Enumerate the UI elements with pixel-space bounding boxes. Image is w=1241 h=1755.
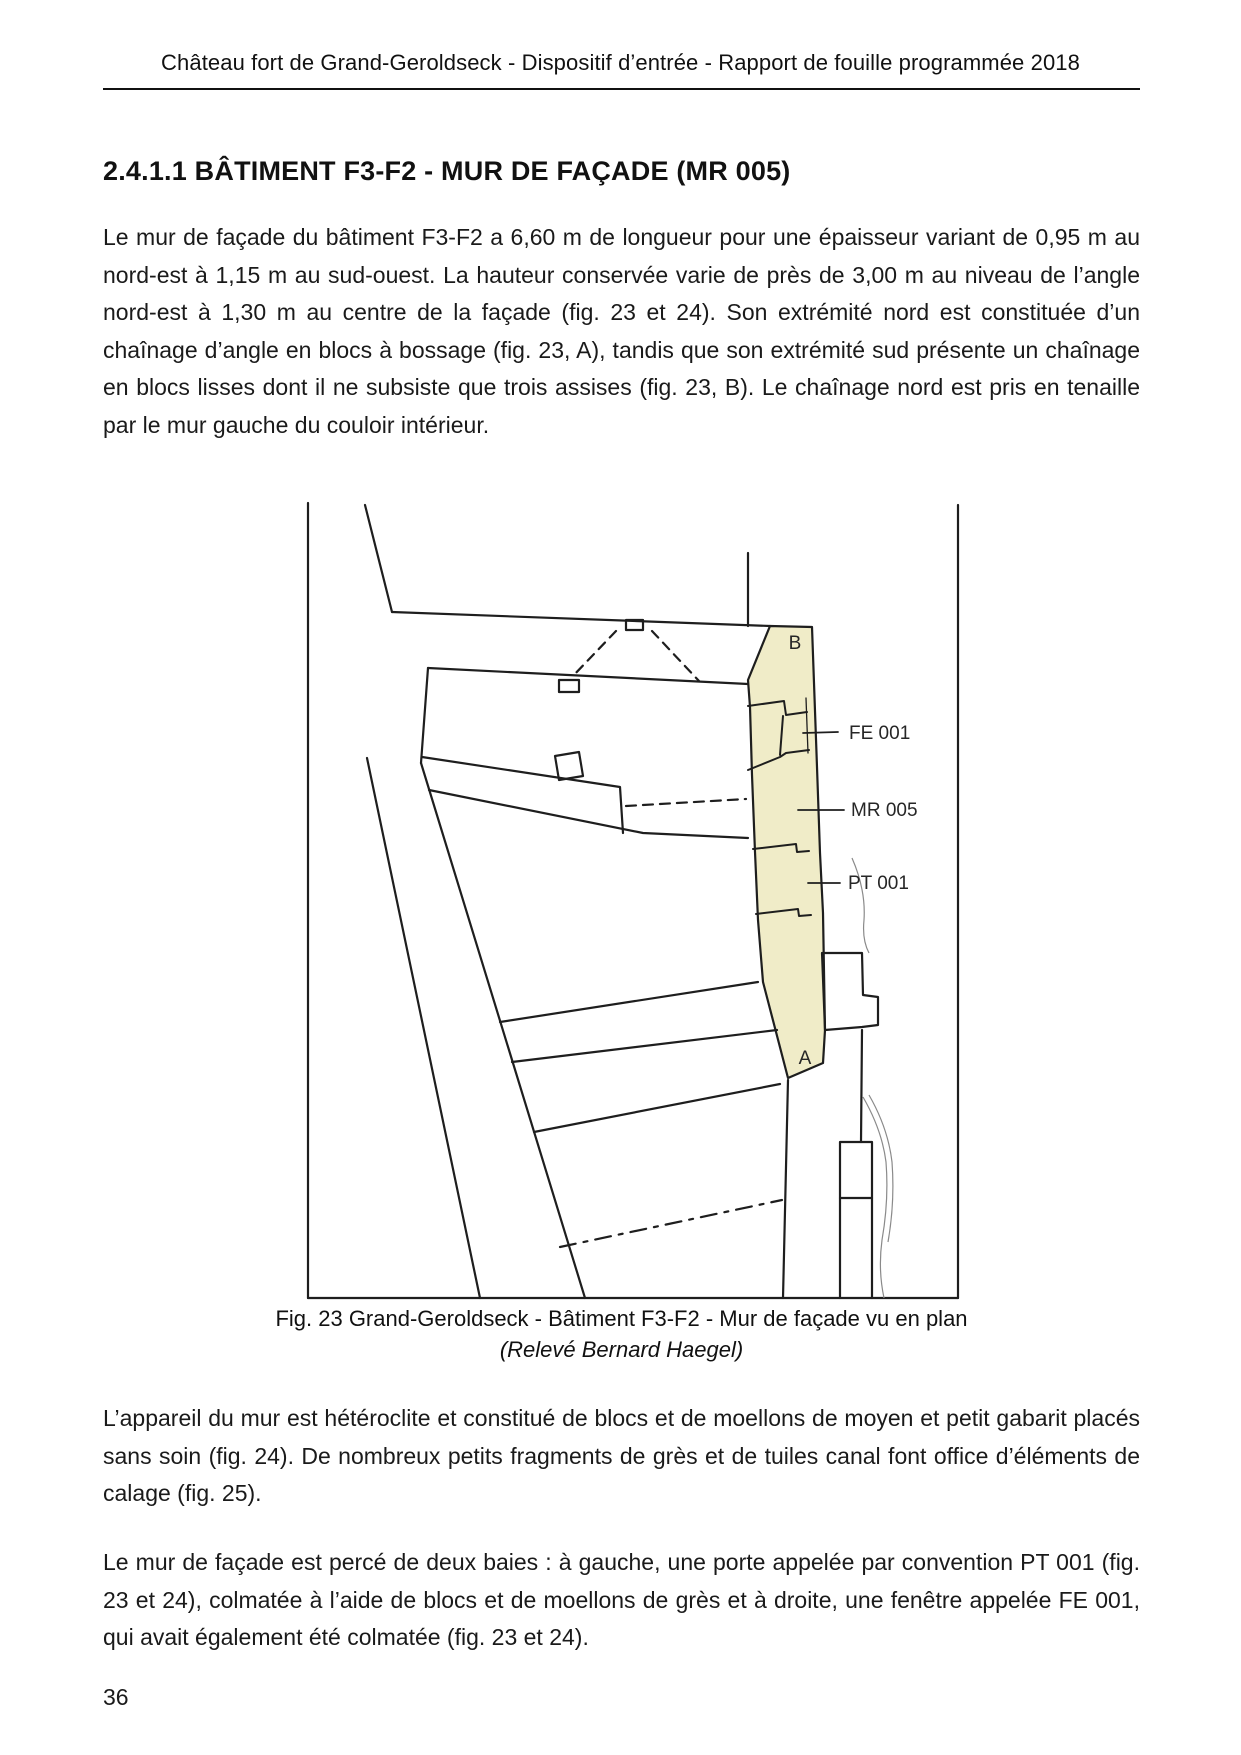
paragraph-3: Le mur de façade est percé de deux baies : à gauche, une porte appelée par convention PT 001 (fig. 23 et 24), colmatée à l’aide de blocs et de moellons de grès et à droite, une fenêtre appelée FE 001, qui avait également été colmatée (fig. 23 et 24).	[103, 1549, 1140, 1650]
building-top-edge	[428, 668, 748, 684]
section-heading: 2.4.1.1 BÂTIMENT F3-F2 - MUR DE FAÇADE (MR 005)	[103, 156, 791, 186]
interior-block	[555, 752, 583, 780]
figure-caption	[103, 1306, 1140, 1363]
east-small-block	[840, 1142, 872, 1198]
figure-caption-text: Fig. 23 Grand-Geroldseck - Bâtiment F3-F2 - Mur de façade vu en plan	[275, 1306, 968, 1331]
building-left-edge	[421, 668, 428, 763]
figure-23-plan	[298, 448, 960, 1300]
outer-wall-upper-left	[365, 505, 392, 612]
corridor-wall-left	[367, 758, 480, 1298]
wall-below-tip	[783, 1080, 788, 1298]
interior-wall-lower-2	[512, 1030, 777, 1062]
fe001-leader-line	[803, 732, 838, 733]
label-fe001: FE 001	[849, 723, 911, 744]
paragraph-2: L’appareil du mur est hétéroclite et constitué de blocs et de moellons de moyen et petit gabarit placés sans soin (fig. 24). De nombreux petits fragments de grès et de tuiles canal font office d’éléments de calage (fig. 25).	[103, 1405, 1140, 1506]
east-wall-vertical	[861, 1030, 862, 1142]
interior-wall-lower-1	[500, 982, 758, 1022]
corridor-wall-right	[421, 763, 585, 1298]
entrance-funnel-left-dashed	[572, 631, 616, 677]
wall-dash-dot	[560, 1200, 782, 1247]
interior-wall-lower-3	[534, 1084, 780, 1132]
figure-credit: (Relevé Bernard Haegel)	[499, 1337, 744, 1362]
interior-wall-upper-b	[429, 790, 748, 838]
label-pt001: PT 001	[848, 873, 909, 894]
plan-drawing	[298, 448, 960, 1300]
header-rule	[103, 88, 1140, 90]
label-mr005: MR 005	[851, 800, 918, 821]
paragraph-1: Le mur de façade du bâtiment F3-F2 a 6,60 m de longueur pour une épaisseur variant de 0,95 m au nord-est à 1,15 m au sud-ouest. La hauteur conservée varie de près de 3,00 m au niveau de l’angle nord-est à 1,30 m au centre de la façade (fig. 23 et 24). Son extrémité nord est constituée d’un chaînage d’angle en blocs à bossage (fig. 23, A), tandis que son extrémité sud présente un chaînage en blocs lisses dont il ne subsiste que trois assises (fig. 23, B). Le chaînage nord est pris en tenaille par le mur gauche du couloir intérieur.	[103, 224, 1140, 438]
facade-wall-mr005	[748, 626, 825, 1078]
label-point-a: A	[798, 1048, 812, 1069]
label-point-b: B	[788, 633, 802, 654]
interior-wall-dashed	[626, 799, 746, 806]
building-top-notch	[559, 680, 579, 692]
east-structure	[822, 953, 878, 1030]
page-number: 36	[103, 1684, 129, 1710]
page-header-title: Château fort de Grand-Geroldseck - Dispositif d’entrée - Rapport de fouille programmée 2018	[161, 50, 1080, 75]
entrance-funnel-right-dashed	[652, 631, 699, 681]
outer-wall-top	[392, 612, 770, 626]
